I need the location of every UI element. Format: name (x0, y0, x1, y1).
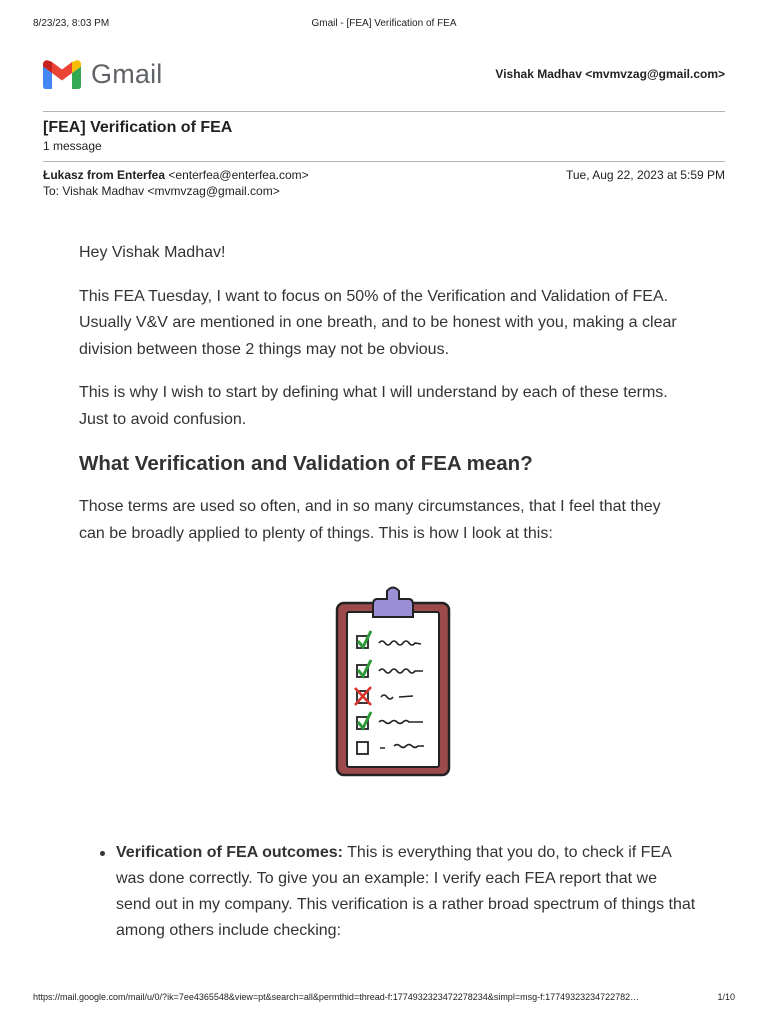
greeting: Hey Vishak Madhav! (79, 244, 226, 261)
checklist-illustration (333, 583, 453, 779)
print-url: https://mail.google.com/mail/u/0/?ik=7ee4365548&view=pt&search=all&permthid=thread-f:1774932323472278234&simpl=msg-f:17749323234722782… (33, 992, 640, 1002)
sender-name: Łukasz from Enterfea (43, 168, 166, 182)
thread-subject: [FEA] Verification of FEA (43, 119, 233, 136)
header-divider (43, 111, 725, 112)
section-heading: What Verification and Validation of FEA mean? (79, 452, 533, 475)
paragraph-context: Those terms are used so often, and in so many circumstances, that I feel that they can be broadly applied to plenty of things. This is how I look at this: (79, 498, 661, 542)
recipient: To: Vishak Madhav <mvmvzag@gmail.com> (43, 184, 280, 198)
gmail-m-icon (43, 60, 81, 89)
bullet-dot (100, 851, 105, 856)
print-header (0, 18, 768, 32)
message-count: 1 message (43, 139, 102, 153)
sender-email: <enterfea@enterfea.com> (165, 168, 309, 182)
sent-date: Tue, Aug 22, 2023 at 5:59 PM (566, 168, 725, 182)
bullet-lead: Verification of FEA outcomes: (116, 844, 343, 861)
bullet-text: This is everything that you do, to check if FEA was done correctly. To give you an example: I verify each FEA report that we send out in my company. This verification is a rather broad spectrum of things that among others include checking: (116, 844, 696, 939)
bullet-list (116, 840, 696, 944)
print-footer (0, 992, 768, 1006)
print-datetime: 8/23/23, 8:03 PM (33, 18, 110, 29)
gmail-logo[interactable] (43, 58, 173, 92)
list-item (116, 840, 696, 944)
gmail-wordmark: Gmail (91, 59, 163, 89)
account-identity: Vishak Madhav <mvmvzag@gmail.com> (495, 67, 725, 81)
paragraph-definitions: This is why I wish to start by defining what I will understand by each of these terms. Just to avoid confusion. (79, 384, 668, 428)
message-divider (43, 161, 725, 162)
page-number: 1/10 (717, 992, 735, 1002)
sender (43, 168, 309, 182)
clipboard-clip (373, 588, 413, 618)
paragraph-intro: This FEA Tuesday, I want to focus on 50% of the Verification and Validation of FEA. Usually V&V are mentioned in one breath, and to be honest with you, making a clear division between those 2 things may not be obvious. (79, 287, 677, 358)
print-document-title: Gmail - [FEA] Verification of FEA (311, 18, 457, 29)
message-body (79, 240, 689, 564)
